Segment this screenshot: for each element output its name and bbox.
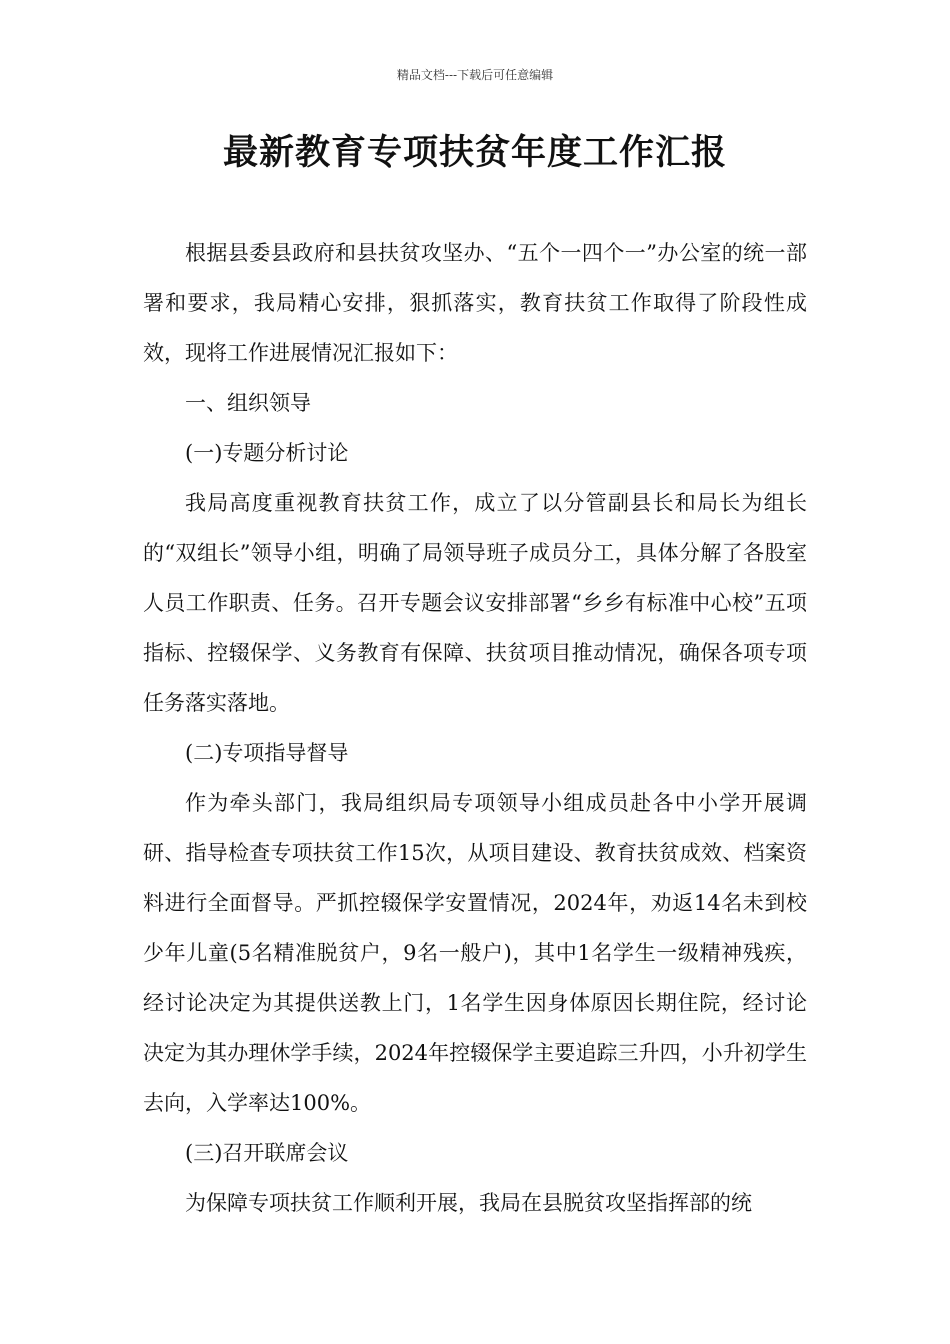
document-title: 最新教育专项扶贫年度工作汇报 bbox=[222, 132, 727, 173]
paragraph-joint-meeting: 为保障专项扶贫工作顺利开展，我局在县脱贫攻坚指挥部的统 bbox=[185, 1191, 752, 1215]
subsection-heading-supervision: (二)专项指导督导 bbox=[185, 741, 349, 765]
subsection-heading-analysis: (一)专题分析讨论 bbox=[185, 441, 349, 465]
paragraph-analysis: 我局高度重视教育扶贫工作，成立了以分管副县长和局长为组长的“双组长”领导小组，明确了局领导班子成员分工，具体分解了各股室人员工作职责、任务。召开专题会议安排部署“乡乡有标准中心校”五项指标、控辍保学、义务教育有保障、扶贫项目推动情况，确保各项专项任务落实落地。 bbox=[143, 491, 807, 715]
paragraph-supervision: 作为牵头部门，我局组织局专项领导小组成员赴各中小学开展调研、指导检查专项扶贫工作15次，从项目建设、教育扶贫成效、档案资料进行全面督导。严抓控辍保学安置情况，2024年，劝返14名未到校少年儿童(5名精准脱贫户，9名一般户)，其中1名学生一级精神残疾，经讨论决定为其提供送教上门，1名学生因身体原因长期住院，经讨论决定为其办理休学手续，2024年控辍保学主要追踪三升四，小升初学生去向，入学率达100%。 bbox=[143, 791, 807, 1115]
document-body bbox=[143, 228, 807, 1228]
section-heading-organization: 一、组织领导 bbox=[185, 391, 311, 415]
paragraph-intro: 根据县委县政府和县扶贫攻坚办、“五个一四个一”办公室的统一部署和要求，我局精心安排，狠抓落实，教育扶贫工作取得了阶段性成效，现将工作进展情况汇报如下： bbox=[143, 241, 807, 365]
page-header-watermark: 精品文档---下载后可任意编辑 bbox=[396, 68, 554, 82]
subsection-heading-joint-meeting: (三)召开联席会议 bbox=[185, 1141, 349, 1165]
